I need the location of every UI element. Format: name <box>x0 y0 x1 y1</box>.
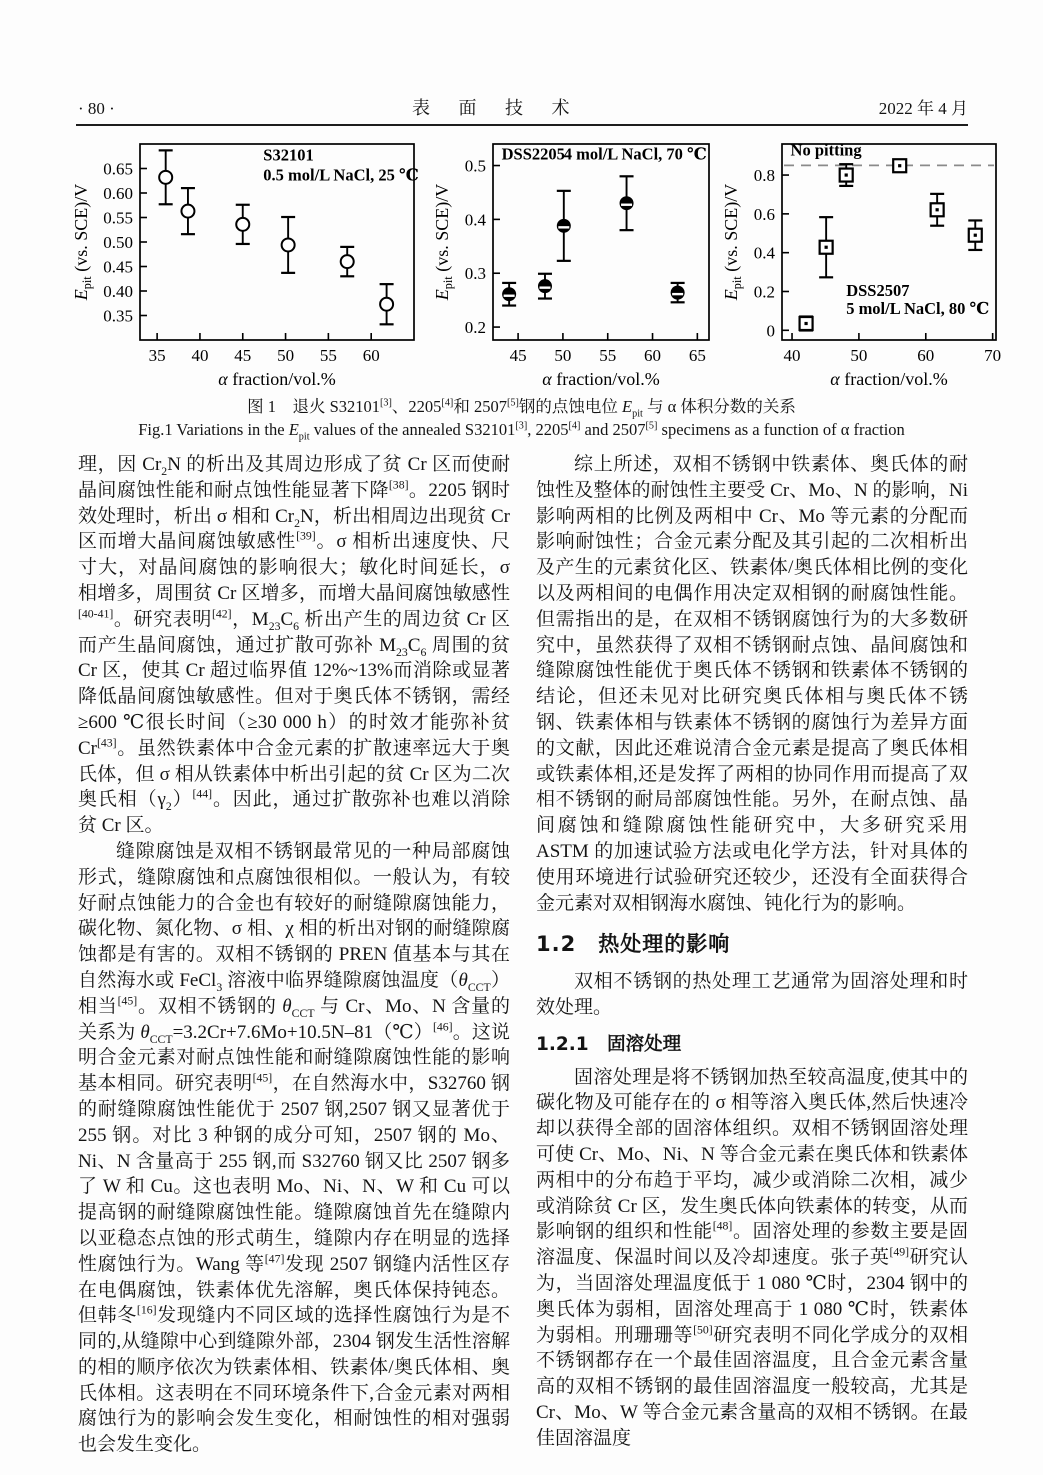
header-rule <box>76 124 968 126</box>
svg-text:0.65: 0.65 <box>103 159 133 179</box>
section-heading: 1.2 热处理的影响 <box>536 932 731 957</box>
svg-text:40: 40 <box>783 346 801 365</box>
chart-dss2507-svg <box>722 134 1008 390</box>
chart-s32101 <box>72 134 430 395</box>
left-column <box>78 452 510 1458</box>
chart-dss2507 <box>722 134 1008 395</box>
svg-text:Epit (vs. SCE)/V: $E_{pit}$ (vs. SCE)/V <box>722 183 744 301</box>
svg-text:α fraction/vol.%: α fraction/vol.% <box>830 369 948 389</box>
chart-s32101-svg <box>72 134 430 390</box>
svg-text:0.45: 0.45 <box>103 257 133 277</box>
svg-text:65: 65 <box>688 346 706 365</box>
journal-title: 表 面 技 术 <box>412 98 582 118</box>
svg-text:0.60: 0.60 <box>103 184 133 203</box>
page-header <box>78 94 968 120</box>
paragraph: 理，因 $Cr_2N$ 的析出及其周边形成了贫 Cr 区而使耐晶间腐蚀性能和耐点蚀性能显著下降[38]。2205 钢时效处理时，析出 σ 相和 $Cr_2N$，析出相周边出现贫 Cr 区而增大晶间腐蚀敏感性[39]。σ 相析出速度快、尺寸大，对晶间腐蚀的影响很大；敏化时间延长，σ 相增多，周围贫 Cr 区增多，而增大晶间腐蚀敏感性[40-41]。研究表明[42]，$M_{23}C_6$ 析出产生的周边贫 Cr 区而产生晶间腐蚀，通过扩散可弥补 $M_{23}C_6$ 周围的贫 Cr 区，使其 Cr 超过临界值 12%~13%而消除或显著降低晶间腐蚀敏感性。但对于奥氏体不锈钢，需经≥600 ℃很长时间（≥30 000 h）的时效才能弥补贫 Cr[43]。虽然铁素体中合金元素的扩散速率远大于奥氏体，但 σ 相从铁素体中析出引起的贫 Cr 区为二次奥氏相$(\gamma_2)[44]$。因此，通过扩散弥补也难以消除贫 Cr 区。 <box>78 454 510 837</box>
figure-caption <box>0 395 1043 441</box>
svg-text:60: 60 <box>362 346 380 365</box>
chart-dss2205-svg <box>433 134 719 390</box>
svg-text:45: 45 <box>509 346 527 365</box>
svg-text:DSS2507: DSS2507 <box>846 280 910 300</box>
paragraph: 缝隙腐蚀是双相不锈钢最常见的一种局部腐蚀形式，缝隙腐蚀和点腐蚀很相似。一般认为，有较好耐点蚀能力的合金也有较好的耐缝隙腐蚀能力，碳化物、氮化物、σ 相、χ 相的析出对钢的耐缝隙腐蚀都是有害的。双相不锈钢的 PREN 值基本与其在自然海水或 FeCl$_3$ 溶液中临界缝隙腐蚀温度$(\theta_{CCT})$相当[45]。双相不锈钢的 $\theta_{CCT}$ 与 Cr、Mo、N 含量的关系为 $\theta_{CCT}=3.2Cr+7.6Mo+10.5N-81(℃)[46]$。这说明合金元素对耐点蚀性能和耐缝隙腐蚀性能的影响基本相同。研究表明[45]，在自然海水中，S32760 钢的耐缝隙腐蚀性能优于 2507 钢,2507 钢又显著优于 255 钢。对比 3 种钢的成分可知，2507 钢的 Mo、Ni、N 含量高于 255 钢,而 S32760 钢又比 2507 钢多了 W 和 Cu。这也表明 Mo、Ni、N、W 和 Cu 可以提高钢的耐缝隙腐蚀性能。缝隙腐蚀首先在缝隙内以亚稳态点蚀的形式萌生，缝隙内存在明显的选择性腐蚀行为。Wang 等[47]发现 2507 钢缝内活性区存在电偶腐蚀，铁素体优先溶解，奥氏体保持钝态。但韩冬[16]发现缝内不同区域的选择性腐蚀行为是不同的,从缝隙中心到缝隙外部，2304 钢发生活性溶解的相的顺序依次为铁素体相、铁素体/奥氏体相、奥氏体相。这表明在不同环境条件下,合金元素对两相腐蚀行为的影响会发生变化，相耐蚀性的相对强弱也会发生变化。 <box>78 840 510 1456</box>
svg-text:0.5 mol/L NaCl, 25 ℃: 0.5 mol/L NaCl, 25 ℃ <box>263 165 419 185</box>
svg-text:0.50: 0.50 <box>103 233 133 252</box>
svg-text:0.4: 0.4 <box>753 243 775 263</box>
figure-caption-en: Fig.1 Variations in the $E_{pit}$ values of the annealed S32101[3], 2205[4] and 2507[5] specimens as a function of α fraction <box>138 420 905 443</box>
subsection-heading: 1.2.1 固溶处理 <box>536 1033 682 1055</box>
svg-text:0.6: 0.6 <box>753 204 775 224</box>
svg-text:4 mol/L NaCl, 70 ℃: 4 mol/L NaCl, 70 ℃ <box>563 144 707 164</box>
paragraph: 固溶处理是将不锈钢加热至较高温度,使其中的碳化物及可能存在的 σ 相等溶入奥氏体,然后快速冷却以获得全部的固溶体组织。双相不锈钢固溶处理可使 Cr、Mo、Ni、N 等合金元素在奥氏体和铁素体两相中的分布趋于平均，减少或消除二次相，减少或消除贫 Cr 区，发生奥氏体向铁素体的转变，从而影响钢的组织和性能[48]。固溶处理的参数主要是固溶温度、保温时间以及冷却速度。张子英[49]研究认为，当固溶处理温度低于 1 080 ℃时，2304 钢中的奥氏体为弱相，固溶处理高于 1 080 ℃时，铁素体为弱相。刑珊珊等[50]研究表明不同化学成分的双相不锈钢都存在一个最佳固溶温度，且合金元素含量高的双相不锈钢的最佳固溶温度一般较高，尤其是 Cr、Mo、W 等合金元素含量高的双相不锈钢。在最佳固溶温度 <box>536 1066 968 1449</box>
figure-1 <box>72 134 1008 395</box>
svg-text:0.2: 0.2 <box>753 282 775 302</box>
svg-text:50: 50 <box>554 346 572 365</box>
svg-text:45: 45 <box>234 346 252 365</box>
svg-text:DSS2205: DSS2205 <box>501 144 565 164</box>
svg-text:60: 60 <box>644 346 662 365</box>
right-column <box>536 452 968 1458</box>
svg-text:S32101: S32101 <box>263 145 314 165</box>
svg-text:0.5: 0.5 <box>464 156 486 176</box>
body-columns <box>78 452 968 1458</box>
svg-text:0.3: 0.3 <box>464 264 486 284</box>
chart-dss2205 <box>433 134 719 395</box>
issue-date: 2022 年 4 月 <box>878 99 968 118</box>
svg-text:50: 50 <box>277 346 295 365</box>
svg-text:0.35: 0.35 <box>103 306 133 326</box>
svg-text:0.8: 0.8 <box>753 166 775 186</box>
svg-text:0.55: 0.55 <box>103 208 133 228</box>
svg-text:Epit (vs. SCE)/V: $E_{pit}$ (vs. SCE)/V <box>72 183 94 301</box>
svg-text:α fraction/vol.%: α fraction/vol.% <box>542 369 660 389</box>
paragraph: 双相不锈钢的热处理工艺通常为固溶处理和时效处理。 <box>536 971 968 1018</box>
svg-text:0: 0 <box>766 321 775 341</box>
figure-caption-zh: 图 1 退火 S32101[3]、2205[4]和 2507[5]钢的点蚀电位 $E_{pit}$ 与 α 体积分数的关系 <box>247 397 796 420</box>
svg-text:70: 70 <box>984 346 1002 365</box>
svg-text:55: 55 <box>319 346 337 365</box>
svg-text:35: 35 <box>148 346 166 365</box>
svg-text:40: 40 <box>191 346 209 365</box>
svg-text:0.4: 0.4 <box>464 210 486 230</box>
svg-text:α fraction/vol.%: α fraction/vol.% <box>218 369 336 389</box>
svg-text:55: 55 <box>599 346 617 365</box>
paragraph: 综上所述，双相不锈钢中铁素体、奥氏体的耐蚀性及整体的耐蚀性主要受 Cr、Mo、N 的影响，Ni 影响两相的比例及两相中 Cr、Mo 等元素的分配而影响耐蚀性；合金元素分配及其引起的二次相析出及产生的元素贫化区、铁素体/奥氏体相比例的变化以及两相间的电偶作用决定双相钢的耐腐蚀性能。但需指出的是，在双相不锈钢腐蚀行为的大多数研究中，虽然获得了双相不锈钢耐点蚀、晶间腐蚀和缝隙腐蚀性能优于奥氏体不锈钢和铁素体不锈钢的结论，但还未见对比研究奥氏体相与奥氏体不锈钢、铁素体相与铁素体不锈钢的腐蚀行为差异方面的文献，因此还难说清合金元素是提高了奥氏体相或铁素体相,还是发挥了两相的协同作用而提高了双相不锈钢的耐局部腐蚀性能。另外，在耐点蚀、晶间腐蚀和缝隙腐蚀性能研究中，大多研究采用 ASTM 的加速试验方法或电化学方法，针对具体的使用环境进行试验研究还较少，还没有全面获得合金元素对双相钢海水腐蚀、钝化行为的影响。 <box>536 454 968 914</box>
svg-text:60: 60 <box>917 346 935 365</box>
svg-text:50: 50 <box>850 346 868 365</box>
svg-text:5 mol/L NaCl, 80 ℃: 5 mol/L NaCl, 80 ℃ <box>846 299 990 319</box>
svg-text:Epit (vs. SCE)/V: $E_{pit}$ (vs. SCE)/V <box>433 183 455 301</box>
page-number: · 80 · <box>78 99 115 118</box>
svg-text:No pitting: No pitting <box>790 140 862 160</box>
svg-text:0.2: 0.2 <box>464 318 486 338</box>
svg-text:0.40: 0.40 <box>103 282 133 301</box>
